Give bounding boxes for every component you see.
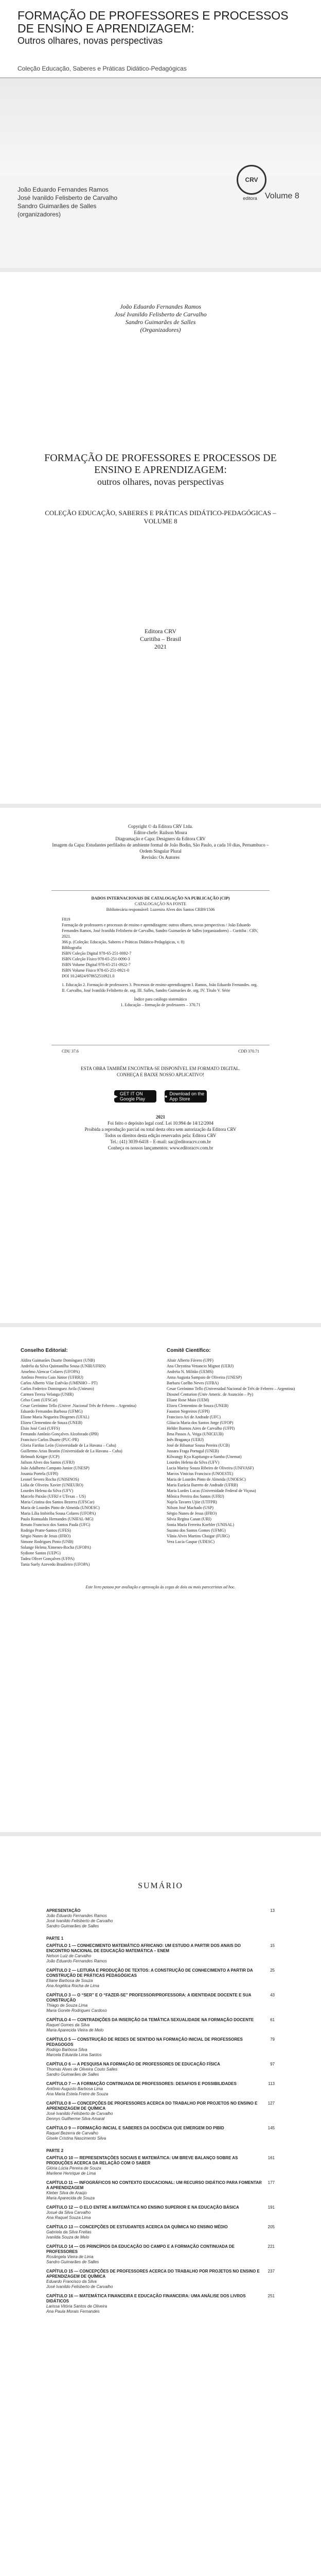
toc-entry-page: 251 — [268, 2294, 275, 2298]
toc-entry-head — [46, 2225, 275, 2230]
cover-collection: Coleção Educação, Saberes e Práticas Didático-Pedagógicas — [17, 65, 187, 72]
publisher-name: Editora CRV — [144, 628, 177, 635]
toc-author: Ana Raquel Souza Lima — [46, 2215, 91, 2220]
cover-author: José Ivanildo Felisberto de Carvalho — [17, 194, 118, 201]
catalog-line: Índice para catálogo sistemático — [134, 997, 187, 1002]
copyright-line: Imagem da Capa: Estudantes perfilados de ambiente formal de João Bodin, São Paulo, a cada 10 dias, Pernambuco – Ordem Singular Plural — [52, 842, 269, 854]
toc-entry-authors — [46, 2255, 275, 2265]
committee-member: Jussara Fraga Portugal (UNEB) — [167, 1449, 219, 1453]
google-play-badge[interactable] — [114, 1090, 156, 1103]
council-member: Sérgio Nunes de Jesus (IFRO) — [21, 1534, 71, 1538]
catalog-line: Bibliotecária responsável: Luzenira Alves dos Santos CRB9/1506 — [106, 907, 215, 912]
council-member: Gloria Fariñas León (Universidade de La Havana – Cuba) — [21, 1443, 116, 1448]
toc-author: José Ivanildo Felisberto de Carvalho — [46, 2111, 113, 2116]
committee-member: José de Ribamar Sousa Pereira (UCB) — [167, 1443, 230, 1448]
toc-entry-head — [46, 2180, 275, 2191]
council-member: Fernando Antônio Gonçalves Alcoforado (IPB) — [21, 1432, 99, 1436]
editorial-columns — [21, 1348, 300, 1567]
council-member: Tania Suely Azevedo Brasileiro (UFOPA) — [21, 1562, 90, 1567]
toc-entry-authors — [46, 2230, 275, 2240]
committee-member: Barbara Coelho Neves (UFBA) — [167, 1381, 219, 1385]
toc-entry-head — [46, 2081, 275, 2087]
toc-entry-head — [46, 2269, 275, 2279]
toc-author: Antônio Augusto Barbosa Lima — [46, 2087, 103, 2091]
contents-page — [0, 1836, 321, 2576]
cdu-code: CDU 37.6 — [62, 1049, 79, 1054]
catalog-line: 1. Educação – formação de professores – 370.71 — [120, 1003, 201, 1007]
author-role: (Organizadores) — [140, 326, 181, 333]
toc-entry-title: CAPÍTULO 12 — O ELO ENTRE A MATEMÁTICA NO ENSINO SUPERIOR E NA EDUCAÇÃO BÁSICA — [46, 2205, 239, 2210]
council-member: Sydione Santos (UEPG) — [21, 1551, 61, 1555]
committee-member: Lourdes Helena da Silva (UFV) — [167, 1460, 220, 1465]
contact-line: Tel.: (41) 3039-6418 – E-mail: sac@editoracrv.com.br — [110, 1139, 211, 1144]
cover-author: Sandro Guimarães de Salles — [17, 202, 97, 210]
committee-member: Vera Lucia Gaspar (UDESC) — [167, 1539, 215, 1544]
peer-review-note: Este livro passou por avaliação e aprovação às cegas de dois ou mais pareceristas ad hoc. — [85, 1585, 236, 1589]
toc-entry-page: 113 — [268, 2081, 275, 2086]
toc-entry-title: CAPÍTULO 15 — CONCEPÇÕES DE PROFESSORES ACERCA DO TRABALHO POR PROJETOS NO ENSINO E APRENDIZAGEM DE QUÍMICA — [46, 2269, 260, 2279]
toc-entry[interactable] — [46, 2081, 275, 2097]
apple-icon: ● — [165, 1094, 168, 1099]
council-member: Josania Portela (UFPI) — [21, 1471, 58, 1476]
committee-member: Silvia Regina Canan (URI) — [167, 1517, 211, 1521]
toc-author: Nelson Luiz de Carvalho — [46, 1954, 92, 1958]
catalog-divider-top — [51, 890, 270, 891]
toc-entry-title: CAPÍTULO 11 — INFOGRÁFICOS NO CONTEXTO EDUCACIONAL: UM RECURSO DIDÁTICO PARA FOMENTAR A APRENDIZAGEM — [46, 2180, 262, 2190]
toc-author: Josué da Silva Carvalho — [46, 2210, 91, 2215]
council-member: Guillermo Arias Beatón (Universidade de La Havana – Cuba) — [21, 1449, 122, 1453]
toc-part-heading: PARTE 2 — [46, 2148, 64, 2153]
contact-line: Todos os direitos desta edição reservados pela: Editora CRV — [104, 1133, 217, 1138]
toc-author: Rodrigo Barbosa Silva — [46, 2047, 87, 2052]
toc-entry[interactable] — [46, 2294, 275, 2314]
copyright-line: Revisão: Os Autores — [141, 855, 180, 860]
committee-member: Vânia Alves Martins Chaigar (FURG) — [167, 1534, 230, 1538]
cover-title-main: FORMAÇÃO DE PROFESSORES E PROCESSOS DE ENSINO E APRENDIZAGEM: — [17, 9, 289, 35]
council-member: Élsio José Corá (UFFS) — [21, 1426, 60, 1431]
council-member: Simone Rodrigues Pinto (UNB) — [21, 1539, 74, 1544]
toc-entry-title: APRESENTAÇÃO — [46, 1908, 81, 1913]
publisher-info — [0, 628, 321, 651]
toc-entry-title: CAPÍTULO 14 — OS PRINCÍPIOS DA EDUCAÇÃO DO CAMPO E A FORMAÇÃO CONTINUADA DE PROFESSORES — [46, 2244, 235, 2254]
digital-note-line: CONHEÇA E BAIXE NOSSO APLICATIVO! — [116, 1072, 204, 1077]
toc-entry-title: CAPÍTULO 10 — REPRESENTAÇÕES SOCIAIS E MATEMÁTICA: UM BREVE BALANÇO SOBRE AS PRODUÇÕES ACERCA DA RELAÇÃO COM O SABER — [46, 2156, 238, 2165]
editorial-council — [21, 1348, 154, 1567]
council-member: Cesar Gerónimo Tello (Univer .Nacional Três de Febrero – Argentina) — [21, 1403, 136, 1408]
council-member: Lídia de Oliveira Xavier (UNIEURO) — [21, 1483, 83, 1487]
publication-year: 2021 — [154, 643, 167, 650]
publisher-logo-icon: CRV — [237, 165, 266, 195]
toc-entry-head — [46, 2244, 275, 2255]
toc-entry-title: CAPÍTULO 1 — CONHECIMENTO MATEMÁTICO AFRICANO: UM ESTUDO A PARTIR DOS ANAIS DO ENCONTRO NACIONAL DE EDUCAÇÃO MATEMÁTICA – ENEM — [46, 1943, 241, 1953]
toc-entry-head — [46, 1943, 275, 1954]
committee-member: Maria de Lourdes Pinto de Almeida (UNOESC) — [167, 1477, 246, 1482]
toc-author: Thomás Alves de Oliveira Couto Salles — [46, 2067, 118, 2072]
toc-entry-authors — [46, 2023, 275, 2033]
toc-entry-title: CAPÍTULO 7 — A FORMAÇÃO CONTINUADA DE PROFESSORES: DESAFIOS E POSSIBILIDADES — [46, 2081, 237, 2086]
toc-entry[interactable] — [46, 1908, 275, 1929]
toc-author: Glória Lúcia Pereira de Souza — [46, 2166, 101, 2171]
committee-member: Diosnel Centurion (Univ Americ. de Asunción – Py) — [167, 1392, 253, 1397]
council-member: Leonel Severo Rocha (UNISINOS) — [21, 1477, 79, 1482]
toc-entry[interactable] — [46, 2156, 275, 2176]
toc-author: Marilene Henrique de Lima — [46, 2171, 96, 2176]
toc-entry[interactable] — [46, 2244, 275, 2265]
toc-author: Sandro Guimarães de Salles — [46, 1924, 99, 1928]
committee-member: Ana Chrystina Venancio Mignot (UERJ) — [167, 1364, 234, 1368]
council-member: Carlos Alberto Vilar Estêvão (UMINHO – PT) — [21, 1381, 98, 1385]
scientific-committee — [167, 1348, 300, 1567]
cover-page — [0, 0, 321, 268]
toc-entry-head — [46, 2037, 275, 2047]
publisher-logo-sub: editora — [243, 196, 257, 201]
council-member: Tadeu Oliver Gonçalves (UFPA) — [21, 1556, 75, 1561]
toc-author: Thiago de Souza Lima — [46, 2003, 88, 2008]
toc-entry-title: CAPÍTULO 9 — FORMAÇÃO INICIAL E SABERES DA DOCÊNCIA QUE EMERGEM DO PIBID — [46, 2126, 224, 2130]
toc-entry-authors — [46, 2210, 275, 2221]
committee-member: Elizeu Clementino de Souza (UNEB) — [167, 1403, 228, 1408]
app-store-badges — [114, 1090, 207, 1103]
council-member: Elizeu Clementino de Souza (UNEB) — [21, 1420, 82, 1425]
council-member: Andréia da Silva Quintanilha Sousa (UNIR/UFRN) — [21, 1364, 106, 1368]
toc-author: Ana Paula Morais Fernandes — [46, 2309, 100, 2314]
toc-entry-authors — [46, 2087, 275, 2097]
committee-member: Helder Buenos Aires de Carvalho (UFPI) — [167, 1426, 235, 1431]
title-page — [0, 272, 321, 804]
toc-entry[interactable] — [46, 2126, 275, 2141]
toc-entry-head — [46, 1908, 275, 1913]
toc-author: Dennys Guilherme Silva Amaral — [46, 2116, 105, 2121]
toc-entry-title: CAPÍTULO 5 — CONSTRUÇÃO DE REDES DE SENTIDO NA FORMAÇÃO INICIAL DE PROFESSORES PEDAGOGOS — [46, 2037, 243, 2047]
toc-entry-head — [46, 2062, 275, 2067]
toc-entry[interactable] — [46, 1993, 275, 2013]
toc-entry-authors — [46, 1954, 275, 1964]
collection-name: COLEÇÃO EDUCAÇÃO, SABERES E PRÁTICAS DIDÁTICO-PEDAGÓGICAS – VOLUME 8 — [45, 509, 276, 525]
council-member: Aldira Guimarães Duarte Domínguez (UNB) — [21, 1358, 95, 1363]
toc-author: José Ivanildo Felisberto de Carvalho — [46, 2284, 113, 2289]
committee-member: Najela Tavares Ujiie (UTFPR) — [167, 1500, 217, 1504]
committee-member: Fauston Negreiros (UFPI) — [167, 1409, 210, 1414]
cover-title-area — [0, 0, 321, 77]
toc-entry-head — [46, 2156, 275, 2166]
toc-entry[interactable] — [46, 2180, 275, 2201]
council-member: Jailson Alves dos Santos (UFRJ) — [21, 1460, 75, 1465]
toc-entry[interactable] — [46, 2205, 275, 2221]
toc-entry-page: 61 — [270, 2018, 275, 2022]
catalog-line: 366 p. (Coleção: Educação, Saberes e Práticas Didático-Pedagógicas, v. 8) — [62, 940, 185, 944]
committee-member: Kilwangy Kya Kapitango-a-Samba (Unemat) — [167, 1454, 242, 1459]
copyright-line: Editor-chefe: Railson Moura — [134, 830, 187, 835]
editorial-board-page — [0, 1327, 321, 1832]
toc-entry[interactable] — [46, 1943, 275, 1964]
toc-entry-head — [46, 2101, 275, 2111]
catalog-line: DOI 10.24824/978652510921.0 — [62, 974, 115, 978]
title-page-title — [31, 452, 290, 488]
toc-author: Eduardo Francisco da Silva — [46, 2279, 97, 2284]
toc-entry-authors — [46, 2304, 275, 2314]
toc-author: Maria Aparecida de Souza — [46, 2196, 95, 2200]
committee-member: Maria Lurdes Lucas (Universidade Federal de Viçosa) — [167, 1488, 256, 1493]
council-member: Rodrigo Pratte-Santos (UFES) — [21, 1528, 71, 1533]
committee-member: Ilma Passos A. Veiga (UNICEUB) — [167, 1432, 224, 1436]
council-heading: Conselho Editorial: — [21, 1348, 68, 1353]
committee-member: Maria Eurácia Barreto de Andrade (UFRB) — [167, 1483, 238, 1487]
copyright-line: Copyright © da Editora CRV Ltda. — [128, 824, 193, 829]
digital-note-line: ESTA OBRA TAMBÉM ENCONTRA-SE DISPONÍVEL EM FORMATO DIGITAL. — [81, 1066, 240, 1071]
council-member: Solange Helena Ximenes-Rocha (UFOPA) — [21, 1545, 91, 1550]
toc-entry-page: 191 — [268, 2205, 275, 2210]
toc-entry-head — [46, 2205, 275, 2210]
committee-member: Francisco Ari de Andrade (UFC) — [167, 1415, 221, 1419]
toc-author: Sandro Guimarães de Salles — [46, 2260, 99, 2264]
committee-member: Altair Alberto Fávero (UPF) — [167, 1358, 213, 1363]
publisher-contact — [51, 1114, 270, 1151]
council-member: Francisco Carlos Duarte (PUC-PR) — [21, 1437, 79, 1442]
catalog-line: Bibliografia — [62, 945, 82, 950]
toc-entry[interactable] — [46, 2101, 275, 2122]
toc-entry-authors — [46, 2279, 275, 2290]
council-member: Carlos Federico Dominguez Avila (Unieuro) — [21, 1386, 94, 1391]
catalog-line: Formação de professores e processos de ensino e aprendizagem: outros olhares, novas perspectivas / João Eduardo Fernandes Ramos, José Ivanildo Felisberto de Carvalho, Sandro Guimarães de Salles (organizadores) – Curitiba : CRV, 2021. — [62, 923, 258, 939]
toc-entry-authors — [46, 1913, 275, 1929]
council-member: Carmen Tereza Velanga (UNIR) — [21, 1392, 74, 1397]
committee-member: Sonia Maria Ferreira Koehler (UNISAL) — [167, 1522, 235, 1527]
toc-entry-page: 79 — [270, 2037, 275, 2042]
toc-entry-head — [46, 1993, 275, 2003]
council-member: Antônio Pereira Gaio Júnior (UFRRJ) — [21, 1375, 83, 1380]
toc-author: Larissa Vitória Santos de Oliveira — [46, 2304, 108, 2309]
author-name: José Ivanildo Felisberto de Carvalho — [114, 311, 207, 318]
toc-entry-page: 177 — [268, 2180, 275, 2185]
committee-member: Sérgio Nunes de Jesus (IFRO) — [167, 1511, 217, 1516]
toc-entry-authors — [46, 2131, 275, 2141]
toc-entry-authors — [46, 2166, 275, 2176]
council-member: Paulo Romualdo Hernandes (UNIFAL-MG) — [21, 1517, 94, 1521]
catalog-line: ISBN Coleção Físico 978-65-251-0090-3 — [62, 957, 130, 961]
catalog-line: F819 — [62, 917, 70, 922]
toc-entry-page: 161 — [268, 2156, 275, 2160]
toc-entry-title: CAPÍTULO 2 — LEITURA E PRODUÇÃO DE TEXTOS: A CONSTRUÇÃO DE CONHECIMENTO A PARTIR DA CONSTRUÇÃO DE PRÁTICAS PEDAGÓGICAS — [46, 1968, 253, 1978]
cdd-code: CDD 370.71 — [238, 1049, 259, 1054]
contact-line: Conheça os nossos lançamentos: www.editoracrv.com.br — [108, 1145, 213, 1150]
toc-entry-page: 221 — [268, 2244, 275, 2249]
catalog-line: ISBN Coleção Digital 978-65-251-0092-7 — [62, 951, 132, 956]
cover-author: João Eduardo Fernandes Ramos — [17, 186, 109, 193]
toc-author: Ivanilda Souza de Melo — [46, 2235, 90, 2240]
catalog-line: ISBN Volume Digital 978-65-251-0922-7 — [62, 962, 131, 967]
toc-author: Raquel Gomes da Silva — [46, 2023, 90, 2027]
council-member: Maria Cristina dos Santos Bezerra (UFSCar) — [21, 1500, 95, 1504]
committee-member: Cesar Gerónimo Tello (Universidad Nacional de Três de Febrero – Argentina) — [167, 1386, 295, 1391]
toc-author: Gabriela da Silva Freitas — [46, 2230, 92, 2234]
council-member: João Adalberto Campato Junior (UNESP) — [21, 1466, 90, 1470]
toc-entry-title: CAPÍTULO 3 — O “SER” E O “FAZER-SE” PROFESSOR/PROFESSORA: A IDENTIDADE DOCENTE E SUA CONSTRUÇÃO — [46, 1993, 252, 2003]
council-member: Eduardo Fernandes Barbosa (UFMG) — [21, 1409, 83, 1414]
toc-entry-title: CAPÍTULO 6 — A PESQUISA NA FORMAÇÃO DE PROFESSORES DE EDUCAÇÃO FÍSICA — [46, 2062, 220, 2066]
table-of-contents — [46, 1908, 275, 2318]
toc-entry[interactable] — [46, 2269, 275, 2290]
toc-entry-page: 25 — [270, 1968, 275, 1973]
toc-entry-title: CAPÍTULO 4 — CONTRADIÇÕES DA INSERÇÃO DA TEMÁTICA SEXUALIDADE NA FORMAÇÃO DOCENTE — [46, 2018, 254, 2022]
app-store-badge[interactable] — [165, 1090, 207, 1103]
council-member: Helmuth Krüger (UCP) — [21, 1454, 60, 1459]
book-subtitle: outros olhares, novas perspectivas — [97, 477, 224, 487]
toc-entry-authors — [46, 2047, 275, 2058]
cover-volume: Volume 8 — [265, 192, 299, 200]
council-member: Elione Maria Nogueira Diogenes (UFAL) — [21, 1415, 90, 1419]
toc-entry-page: 13 — [270, 1908, 275, 1913]
contents-heading: SUMÁRIO — [138, 1882, 183, 1890]
contact-line: Foi feito o depósito legal conf. Lei 10.994 de 14/12/2004 — [108, 1121, 213, 1126]
copyright-block — [51, 823, 270, 860]
app-store-label: Download on the App Store — [169, 1091, 204, 1101]
digital-edition-note — [51, 1065, 270, 1078]
toc-entry-page: 43 — [270, 1993, 275, 1997]
council-member: Marcelo Paixão (UFRJ e UTexas – US) — [21, 1494, 86, 1499]
council-member: Maria Lília Imbiriba Sousa Colares (UFOPA) — [21, 1511, 96, 1516]
toc-entry[interactable] — [46, 2062, 275, 2077]
publisher-city: Curitiba – Brasil — [140, 635, 181, 642]
cover-subtitle: Outros olhares, novas perspectivas — [17, 36, 163, 46]
contact-line: Proibida a reprodução parcial ou total desta obra sem autorização da Editora CRV — [84, 1127, 237, 1132]
author-name: Sandro Guimarães de Salles — [125, 318, 196, 326]
toc-author: Maria Aparecida Vieira de Melo — [46, 2028, 104, 2032]
council-member: Renato Francisco dos Santos Paula (UFG) — [21, 1522, 91, 1527]
toc-entry[interactable] — [46, 2225, 275, 2240]
toc-entry-title: CAPÍTULO 13 — CONCEPÇÕES DE ESTUDANTES ACERCA DA QUÍMICA NO ENSINO MÉDIO — [46, 2225, 228, 2229]
catalog-card — [62, 895, 259, 1008]
catalog-line: ISBN Volume Físico 978-65-251-0921-0 — [62, 968, 130, 973]
toc-entry-authors — [46, 2067, 275, 2077]
committee-member: Mônica Pereira dos Santos (UFRJ) — [167, 1494, 224, 1499]
committee-member: Gláucia Maria dos Santos Jorge (UFOP) — [167, 1420, 234, 1425]
toc-author: Sandro Guimarães de Salles — [46, 2072, 99, 2077]
classification-row — [62, 1049, 259, 1054]
cover-image-band — [0, 78, 321, 176]
council-member: Celso Conti (UFSCar) — [21, 1398, 58, 1402]
cover-title — [17, 9, 306, 46]
toc-author: João Eduardo Fernandes Ramos — [46, 1959, 107, 1963]
toc-author: Ana Maria Estela Freire de Souza — [46, 2092, 109, 2096]
toc-entry-head — [46, 1968, 275, 1978]
committee-member: Inês Bragança (UERJ) — [167, 1437, 204, 1442]
toc-entry-page: 145 — [268, 2126, 275, 2130]
toc-author: Kleber Silva de Araújo — [46, 2191, 87, 2195]
toc-entry-page: 127 — [268, 2101, 275, 2106]
toc-author: João Eduardo Fernandes Ramos — [46, 1913, 107, 1918]
committee-member: Anna Augusta Sampaio de Oliveira (UNESP) — [167, 1375, 242, 1380]
toc-entry[interactable] — [46, 2037, 275, 2058]
council-member: Anselmo Alencar Colares (UFOPA) — [21, 1369, 80, 1374]
committee-heading: Comitê Científico: — [167, 1348, 211, 1353]
committee-member: Suzana dos Santos Gomes (UFMG) — [167, 1528, 226, 1533]
toc-author: Rosângela Vieira de Lima — [46, 2255, 94, 2259]
copyright-line: Diagramação e Capa: Designers da Editora CRV — [115, 836, 206, 841]
toc-entry-head — [46, 2126, 275, 2131]
google-play-label: GET IT ON Google Play — [119, 1091, 145, 1101]
toc-author: Eliane Barbosa de Souza — [46, 1978, 93, 1983]
toc-author: José Ivanildo Felisberto de Carvalho — [46, 1919, 113, 1923]
council-member: Lourdes Helena da Silva (UFV) — [21, 1488, 74, 1493]
catalog-line: DADOS INTERNACIONAIS DE CATALOGAÇÃO NA PUBLICAÇÃO (CIP) — [91, 896, 230, 901]
committee-member: Eliane Rose Maio (UEM) — [167, 1398, 209, 1402]
committee-member: Lucia Marisy Souza Ribeiro de Oliveira (UNIVASF) — [167, 1466, 254, 1470]
toc-entry-title: CAPÍTULO 8 — CONCEPÇÕES DE PROFESSORES ACERCA DO TRABALHO POR PROJETOS NO ENSINO E APRENDIZAGEM DE QUÍMICA — [46, 2101, 258, 2111]
toc-entry-authors — [46, 2003, 275, 2013]
toc-author: Marcela Eduarda Lima Santos — [46, 2053, 102, 2057]
toc-entry-head — [46, 2294, 275, 2304]
toc-entry-authors — [46, 2111, 275, 2122]
toc-entry-page: 205 — [268, 2225, 275, 2229]
catalog-line: 1. Educação 2. Formação de professores 3. Processos de ensino-aprendizagem I. Ramos, João Eduardo Fernandes. org. II. Carvalho, José Ivanildo Felisberto de. org. III. Salles, Sandro Guimarães de. org. IV. Título V. Série — [62, 982, 258, 993]
council-member: Maria de Lourdes Pinto de Almeida (UNOESC) — [21, 1505, 100, 1510]
toc-author: Gisele Cristina Nascimento Silva — [46, 2136, 106, 2141]
toc-entry-authors — [46, 2191, 275, 2201]
toc-entry-page: 97 — [270, 2062, 275, 2066]
toc-author: Raquel Bezerra de Carvalho — [46, 2131, 98, 2136]
author-name: João Eduardo Fernandes Ramos — [120, 303, 201, 310]
toc-entry-page: 237 — [268, 2269, 275, 2274]
play-icon: ▶ — [114, 1093, 118, 1099]
committee-member: Andréia N. Militão (UEMS) — [167, 1369, 213, 1374]
catalog-line: CATALOGAÇÃO NA FONTE — [134, 902, 187, 906]
cover-authors — [17, 185, 117, 218]
toc-entry-title: CAPÍTULO 16 — MATEMÁTICA FINANCEIRA E EDUCAÇÃO FINANCEIRA: UMA ANÁLISE DOS LIVROS DIDÁTICOS — [46, 2294, 246, 2303]
committee-member: Marcos Vinicius Francisco (UNOESTE) — [167, 1471, 234, 1476]
book-title: FORMAÇÃO DE PROFESSORES E PROCESSOS DE ENSINO E APRENDIZAGEM: — [44, 452, 277, 476]
toc-entry-authors — [46, 1978, 275, 1989]
title-page-authors — [0, 303, 321, 334]
toc-part-heading: PARTE 1 — [46, 1936, 64, 1941]
toc-entry[interactable] — [46, 1968, 275, 1989]
toc-entry[interactable] — [46, 2018, 275, 2033]
cover-author-role: (organizadores) — [17, 211, 61, 218]
toc-entry-head — [46, 2018, 275, 2023]
contact-line: 2021 — [156, 1114, 165, 1120]
toc-author: Ana Angélica Rocha de Lima — [46, 1984, 99, 1988]
toc-entry-page: 15 — [270, 1943, 275, 1948]
toc-author: Maria Gorete Rodrigues Cardoso — [46, 2008, 107, 2013]
committee-member: Nilson José Machado (USP) — [167, 1505, 213, 1510]
copyright-page — [0, 808, 321, 1323]
